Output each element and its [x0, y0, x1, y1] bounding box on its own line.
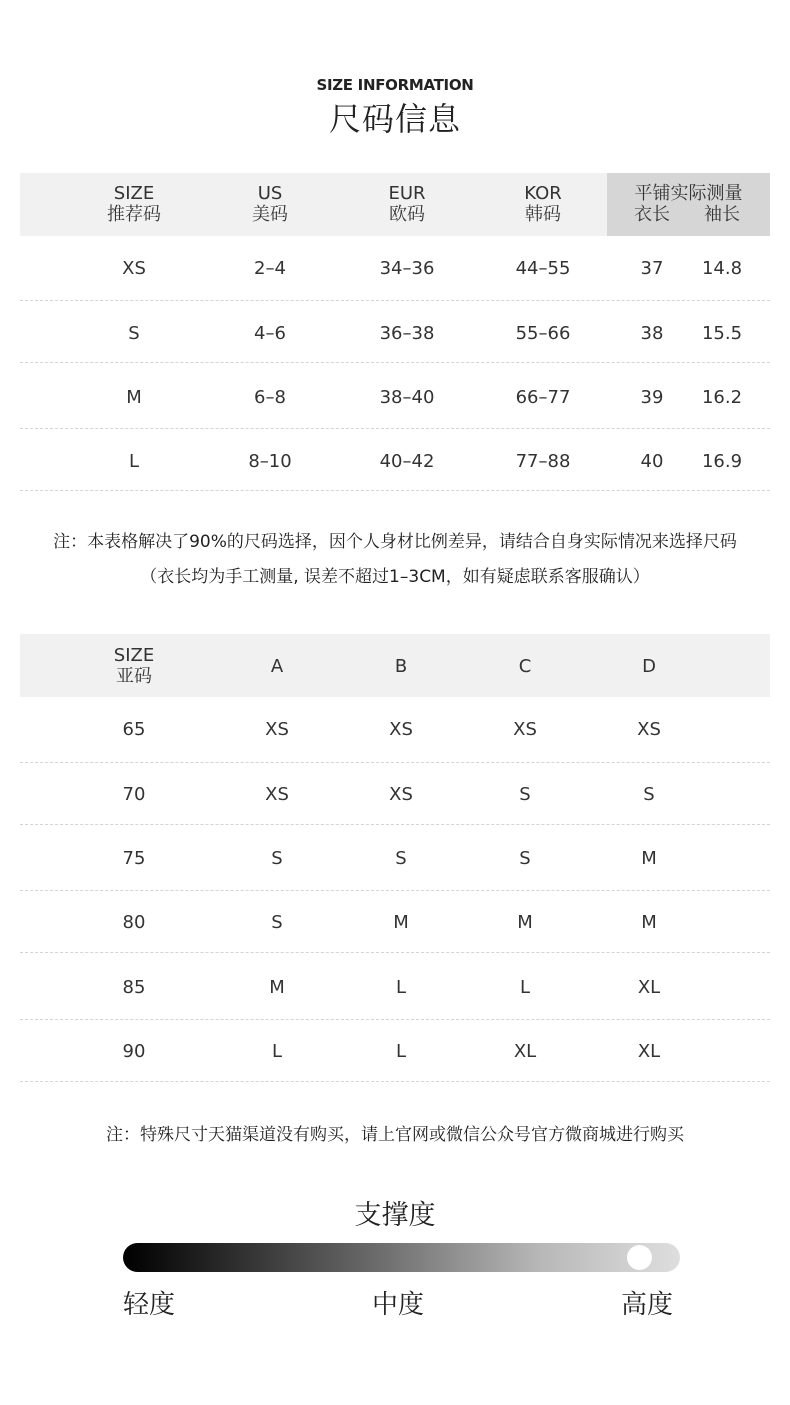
size-table-cell: 40–42 — [379, 451, 435, 472]
us-header — [220, 183, 320, 225]
row-divider — [20, 1019, 770, 1020]
row-divider — [20, 824, 770, 825]
us-header-en: US — [257, 183, 283, 204]
purchase-note: 注：特殊尺寸天猫渠道没有购买，请上官网或微信公众号官方微商城进行购买 — [106, 1125, 684, 1145]
bra-table-cell: XL — [637, 977, 661, 998]
cup-b-header: B — [394, 656, 408, 677]
bra-table-cell: S — [395, 848, 407, 869]
size-table-cell: 38 — [640, 323, 664, 344]
size-information-cn-title: 尺码信息 — [328, 100, 461, 138]
support-level-bar — [123, 1243, 680, 1272]
bra-table-cell: XL — [637, 1041, 661, 1062]
row-divider — [20, 362, 770, 363]
size-table-cell: 66–77 — [515, 387, 571, 408]
bra-size-table — [20, 634, 770, 1084]
size-table-cell: 2–4 — [254, 258, 286, 279]
size-table-cell: 77–88 — [515, 451, 571, 472]
support-level-high: 高度 — [621, 1290, 674, 1320]
bra-table-cell: XS — [389, 719, 413, 740]
size-table-cell: 4–6 — [254, 323, 286, 344]
row-divider — [20, 300, 770, 301]
row-divider — [20, 762, 770, 763]
size-note-line1: 注：本表格解决了90%的尺码选择，因个人身材比例差异，请结合自身实际情况来选择尺码 — [53, 532, 737, 552]
size-table-cell: 38–40 — [379, 387, 435, 408]
size-header — [84, 183, 184, 225]
size-header-cn: 推荐码 — [107, 204, 161, 225]
us-header-cn: 美码 — [252, 204, 288, 225]
bra-table-cell: 90 — [122, 1041, 146, 1062]
row-divider — [20, 1081, 770, 1082]
support-level-light: 轻度 — [123, 1290, 176, 1320]
support-level-medium: 中度 — [372, 1290, 425, 1320]
size-table-cell: 14.8 — [701, 258, 743, 279]
row-divider — [20, 490, 770, 491]
kor-header — [493, 183, 593, 225]
flat-measure-title: 平铺实际测量 — [634, 183, 743, 204]
eur-header — [357, 183, 457, 225]
size-table-cell: 34–36 — [379, 258, 435, 279]
sleeve-header: 袖长 — [704, 204, 740, 225]
bra-table-cell: L — [519, 977, 531, 998]
cup-d-header: D — [642, 656, 656, 677]
bra-table-cell: M — [517, 912, 533, 933]
size-table-cell: 16.2 — [701, 387, 743, 408]
bra-size-header-cn: 亚码 — [116, 666, 152, 687]
size-note-line2: （衣长均为手工测量, 误差不超过1–3CM，如有疑虑联系客服确认） — [140, 567, 650, 587]
bra-table-cell: XL — [513, 1041, 537, 1062]
bra-table-cell: M — [269, 977, 285, 998]
bra-table-cell: M — [641, 912, 657, 933]
bra-table-cell: S — [271, 848, 283, 869]
size-table-cell: M — [126, 387, 142, 408]
size-table-cell: 15.5 — [701, 323, 743, 344]
bra-table-cell: L — [395, 1041, 407, 1062]
cup-c-header: C — [518, 656, 532, 677]
size-information-title: SIZE INFORMATION — [316, 76, 474, 94]
bra-table-cell: 75 — [122, 848, 146, 869]
size-table-cell: 36–38 — [379, 323, 435, 344]
row-divider — [20, 890, 770, 891]
kor-header-cn: 韩码 — [525, 204, 561, 225]
size-header-en: SIZE — [113, 183, 155, 204]
size-table-cell: L — [128, 451, 140, 472]
bra-table-cell: L — [271, 1041, 283, 1062]
eur-header-cn: 欧码 — [389, 204, 425, 225]
bra-table-cell: S — [519, 784, 531, 805]
support-level-indicator — [627, 1245, 652, 1270]
bra-size-header — [84, 645, 184, 687]
bra-table-cell: 70 — [122, 784, 146, 805]
size-table-cell: 16.9 — [701, 451, 743, 472]
bra-table-cell: M — [641, 848, 657, 869]
size-table-cell: 39 — [640, 387, 664, 408]
cup-a-header: A — [270, 656, 284, 677]
size-table-cell: 55–66 — [515, 323, 571, 344]
row-divider — [20, 952, 770, 953]
size-table-cell: S — [128, 323, 140, 344]
row-divider — [20, 428, 770, 429]
size-table-cell: 40 — [640, 451, 664, 472]
bra-table-cell: S — [643, 784, 655, 805]
size-table-cell: 37 — [640, 258, 664, 279]
bra-table-cell: M — [393, 912, 409, 933]
bra-table-cell: XS — [265, 784, 289, 805]
bra-table-cell: S — [519, 848, 531, 869]
bra-table-cell: 65 — [122, 719, 146, 740]
bra-table-cell: XS — [637, 719, 661, 740]
eur-header-en: EUR — [388, 183, 426, 204]
bra-table-cell: XS — [265, 719, 289, 740]
bra-table-cell: L — [395, 977, 407, 998]
size-table-cell: XS — [122, 258, 146, 279]
bra-table-cell: 85 — [122, 977, 146, 998]
bra-size-header-en: SIZE — [113, 645, 155, 666]
bra-table-cell: S — [271, 912, 283, 933]
size-table-cell: 44–55 — [515, 258, 571, 279]
length-header: 衣长 — [634, 204, 670, 225]
size-table-cell: 8–10 — [248, 451, 292, 472]
bra-table-cell: XS — [389, 784, 413, 805]
kor-header-en: KOR — [524, 183, 562, 204]
bra-table-cell: XS — [513, 719, 537, 740]
support-level-title: 支撑度 — [354, 1200, 436, 1231]
size-table — [20, 173, 770, 493]
bra-table-cell: 80 — [122, 912, 146, 933]
size-table-cell: 6–8 — [254, 387, 286, 408]
